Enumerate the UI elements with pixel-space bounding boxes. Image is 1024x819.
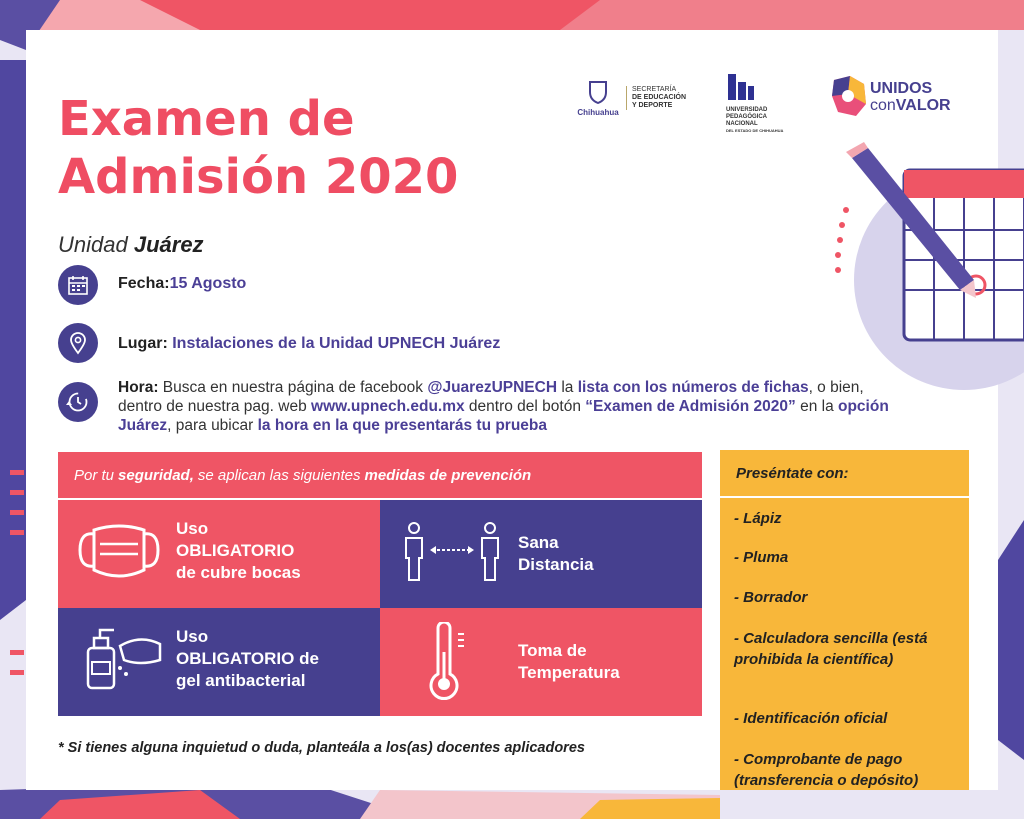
- valor-text: VALOR: [895, 97, 951, 114]
- upn-logo: [726, 72, 786, 134]
- state-map-icon: [830, 74, 868, 118]
- unidos-text: UNIDOS: [870, 80, 933, 97]
- tile-2-line-2: Distancia: [518, 555, 594, 574]
- subtitle-prefix: Unidad: [58, 232, 128, 257]
- tile-1-line-2: OBLIGATORIO: [176, 541, 295, 560]
- tile-4-line-2: Temperatura: [518, 663, 620, 682]
- calendar-illustration: [834, 130, 1024, 390]
- page-title: [58, 90, 458, 206]
- requirements-panel: [720, 450, 969, 790]
- requirement-item: - Borrador: [734, 589, 808, 606]
- chihuahua-text: Chihuahua: [577, 108, 619, 117]
- tile-face-mask-text: [176, 518, 301, 584]
- tile-1-line-1: Uso: [176, 519, 209, 538]
- secretaria-logo: [626, 86, 686, 110]
- website-link[interactable]: www.upnech.edu.mx: [311, 398, 465, 415]
- time-instructions: [118, 378, 898, 435]
- time-text-8: “Examen de Admisión 2020”: [585, 398, 796, 415]
- tile-face-mask: [58, 500, 380, 608]
- upn-line-2: PEDAGÓGICA: [726, 114, 768, 120]
- prevention-header-c: se aplican las siguientes: [197, 466, 361, 484]
- prevention-header-b: seguridad,: [118, 466, 194, 484]
- tile-distance-text: [518, 532, 594, 576]
- tile-temperature: [380, 608, 702, 716]
- unit-subtitle: [58, 232, 204, 258]
- tile-antibacterial: [58, 608, 380, 716]
- upn-line-1: UNIVERSIDAD: [726, 107, 768, 113]
- time-label: Hora:: [118, 379, 159, 396]
- tile-3-line-2: OBLIGATORIO de: [176, 649, 319, 668]
- unidos-con-valor-logo: [830, 74, 980, 124]
- thermometer-icon: [424, 622, 484, 702]
- clock-icon-badge: [58, 382, 98, 422]
- hand-sanitizer-icon: [80, 626, 166, 696]
- requirements-title: Preséntate con:: [720, 450, 969, 498]
- prevention-header-d: medidas de prevención: [364, 466, 532, 484]
- time-text-7: dentro del botón: [464, 398, 586, 415]
- shield-icon: [587, 80, 609, 104]
- place-label: Lugar:: [118, 335, 168, 352]
- requirement-item: - Calculadora sencilla (está prohibida la científica): [734, 630, 928, 668]
- clock-icon: [66, 390, 90, 414]
- tile-1-line-3: de cubre bocas: [176, 563, 301, 582]
- time-text-4: lista con los números de fichas: [577, 379, 809, 396]
- tile-temperature-text: [518, 640, 620, 684]
- secretaria-line-1: SECRETARÍA: [632, 86, 677, 93]
- footnote: * Si tienes alguna inquietud o duda, planteála a los(as) docentes aplicadores: [58, 740, 585, 756]
- date-value: 15 Agosto: [169, 275, 247, 292]
- date-label: Fecha:: [118, 275, 170, 292]
- title-line-2: Admisión 2020: [58, 149, 459, 205]
- map-pin-icon: [67, 331, 89, 355]
- calendar-icon-badge: [58, 265, 98, 305]
- location-icon-badge: [58, 323, 98, 363]
- con-valor-text: [870, 97, 951, 115]
- requirement-item: - Pluma: [734, 549, 789, 566]
- social-distance-icon: [402, 520, 502, 590]
- con-text: con: [870, 97, 896, 114]
- time-text-3: la: [557, 379, 578, 396]
- tile-antibacterial-text: [176, 626, 319, 692]
- face-mask-icon: [76, 520, 162, 590]
- chihuahua-logo: [574, 80, 622, 122]
- time-text-9: en la: [795, 398, 838, 415]
- place-line: [118, 335, 500, 353]
- facebook-handle[interactable]: @JuarezUPNECH: [427, 379, 558, 396]
- prevention-header-a: Por tu: [74, 466, 115, 484]
- tile-2-line-1: Sana: [518, 533, 559, 552]
- time-text-11: , para ubicar: [167, 417, 258, 434]
- time-text-1: Busca en nuestra página de facebook: [158, 379, 428, 396]
- subtitle-unit: Juárez: [133, 232, 204, 257]
- title-line-1: Examen de: [58, 91, 355, 147]
- prevention-header: [58, 452, 702, 498]
- time-text-5: , o bien, dentro de nuestra pag. web: [118, 379, 864, 415]
- secretaria-line-3: Y DEPORTE: [632, 102, 673, 109]
- upn-line-3: NACIONAL: [726, 121, 758, 127]
- time-text-12: la hora en la que presentarás tu prueba: [257, 417, 548, 434]
- date-line: [118, 275, 246, 293]
- tile-distance: [380, 500, 702, 608]
- tile-3-line-1: Uso: [176, 627, 209, 646]
- upn-mark-icon: [726, 72, 756, 102]
- requirement-item: - Identificación oficial: [734, 710, 888, 727]
- calendar-icon: [67, 274, 89, 296]
- tile-3-line-3: gel antibacterial: [176, 671, 306, 690]
- tile-4-line-1: Toma de: [518, 641, 587, 660]
- upn-line-4: DEL ESTADO DE CHIHUAHUA: [726, 128, 784, 133]
- requirement-item: - Comprobante de pago (transferencia o depósito): [734, 751, 919, 789]
- place-value: Instalaciones de la Unidad UPNECH Juárez: [172, 335, 501, 352]
- time-text-10: opción Juárez: [118, 398, 889, 434]
- secretaria-line-2: DE EDUCACIÓN: [632, 94, 687, 101]
- requirement-item: - Lápiz: [734, 510, 782, 527]
